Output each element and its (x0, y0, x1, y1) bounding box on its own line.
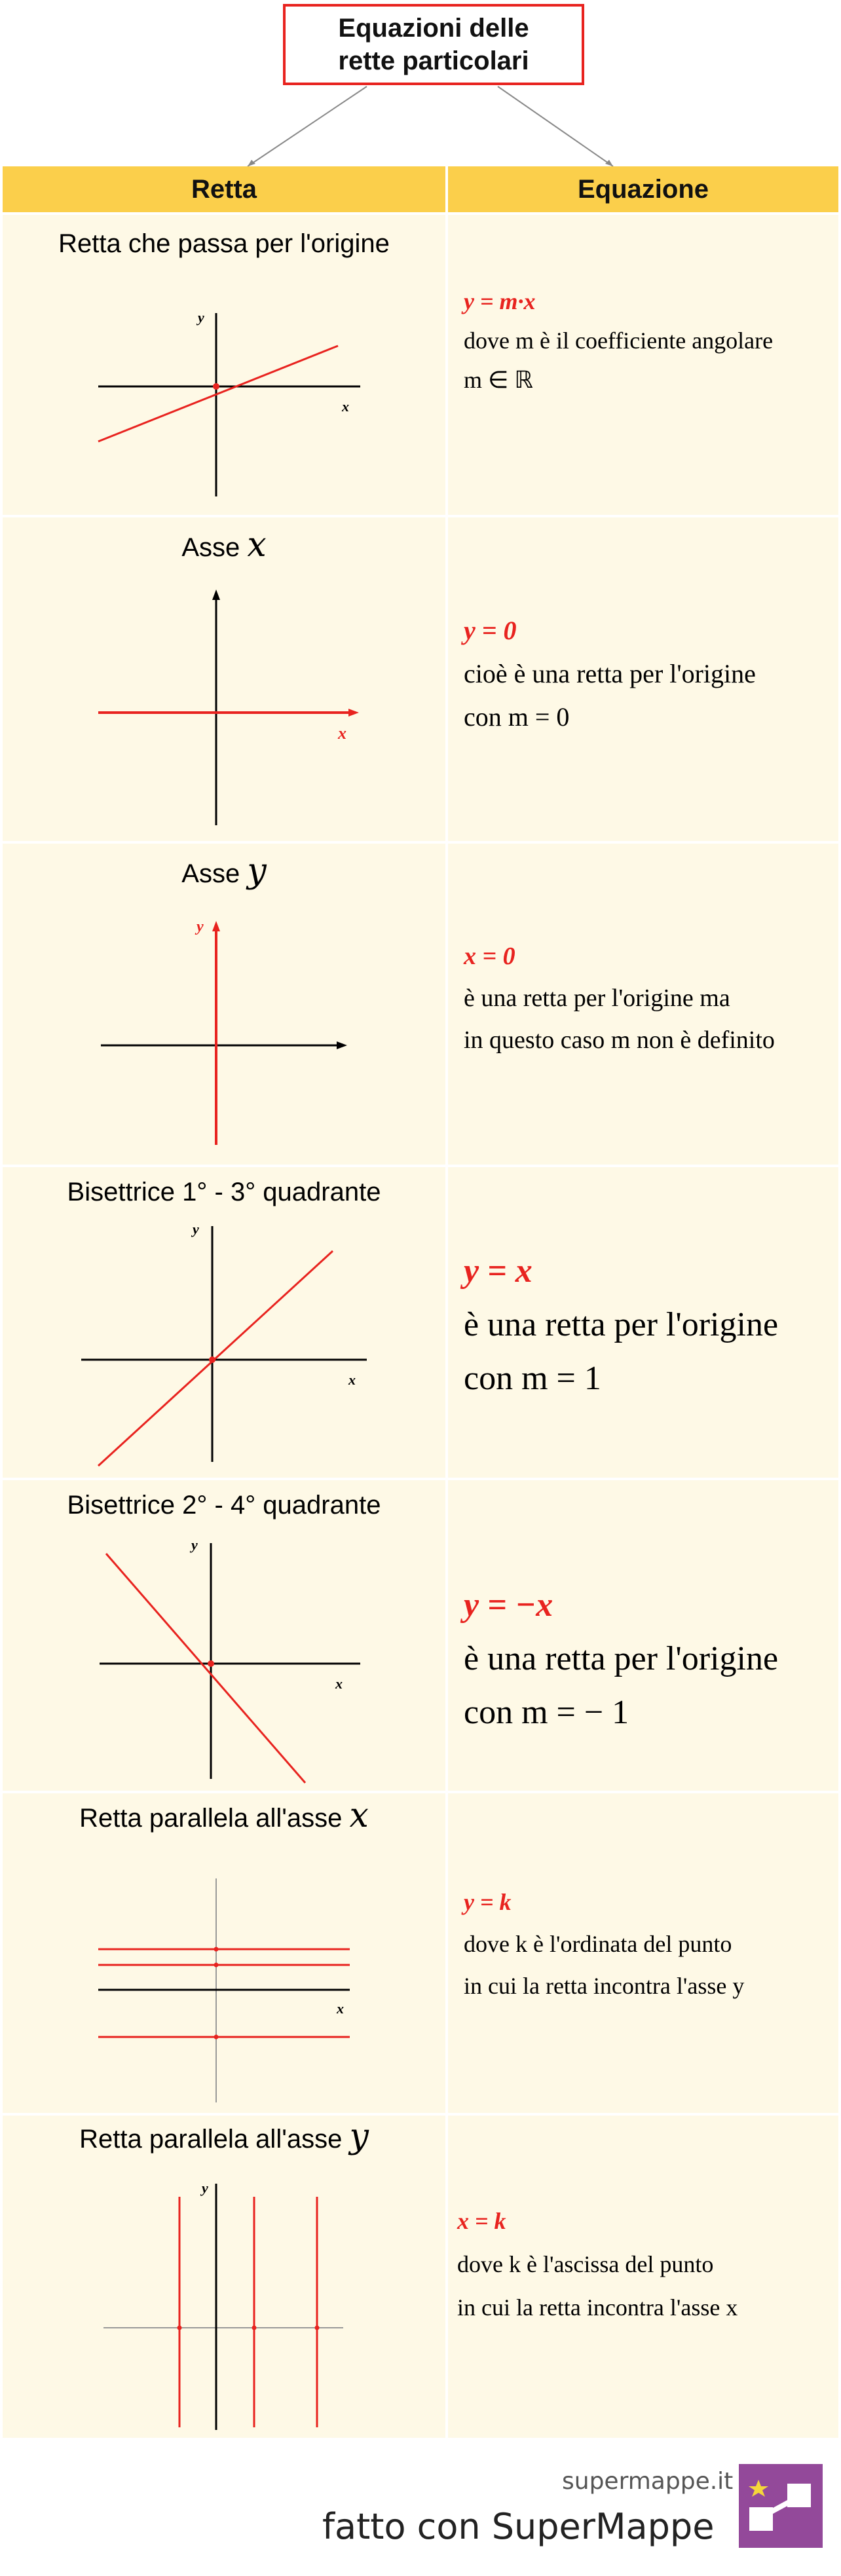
row-1-retta-cell (3, 215, 445, 515)
row-7-equazione-cell (448, 2116, 838, 2438)
row-3-title: Asse y (181, 851, 267, 891)
x-label: x (338, 724, 346, 743)
line-2: con m = − 1 (464, 1694, 629, 1731)
row-2-retta-cell (3, 517, 445, 841)
line-2: in cui la retta incontra l'asse y (464, 1973, 745, 1999)
row-7-title: Retta parallela all'asse y (79, 2117, 369, 2156)
row-5-equazione-cell (448, 1480, 838, 1791)
row-6-title: Retta parallela all'asse x (79, 1796, 369, 1835)
line-1: dove k è l'ascissa del punto (457, 2251, 714, 2277)
line-1: cioè è una retta per l'origine (464, 659, 756, 688)
row-5-graph (3, 1480, 445, 1791)
row-3-graph (3, 844, 445, 1165)
line-2: in questo caso m non è definito (464, 1026, 775, 1054)
row-6-equazione-cell (448, 1793, 838, 2113)
row-2-title: Asse x (181, 525, 267, 565)
row-6-graph (3, 1793, 445, 2113)
logo-icon (739, 2464, 823, 2548)
row-7-graph (3, 2116, 445, 2438)
line-1: dove m è il coefficiente angolare (464, 327, 774, 354)
supermappe-logo (739, 2464, 823, 2548)
x-label: x (335, 1675, 343, 1692)
header-equazione: Equazione (448, 166, 838, 212)
line-2: m ∈ ℝ (464, 367, 533, 393)
row-4-retta-cell (3, 1167, 445, 1478)
formula: y = m·x (464, 288, 536, 314)
formula: y = 0 (464, 616, 517, 645)
line-mx (98, 346, 338, 441)
footer-site: supermappe.it (562, 2468, 734, 2495)
row-5-title: Bisettrice 2° - 4° quadrante (67, 1491, 381, 1520)
row-2-graph (3, 517, 445, 841)
origin-point (209, 1356, 215, 1363)
formula: y = k (464, 1889, 512, 1915)
line-2: con m = 1 (464, 1360, 601, 1397)
line-1: è una retta per l'origine ma (464, 984, 730, 1012)
x-label: x (348, 1372, 356, 1388)
row-7-retta-cell (3, 2116, 445, 2438)
point-k3 (214, 2035, 219, 2040)
line-2: in cui la retta incontra l'asse x (457, 2294, 738, 2321)
point-k3 (315, 2326, 320, 2330)
formula: y = x (464, 1252, 533, 1290)
row-4-graph (3, 1167, 445, 1478)
line-1: dove k è l'ordinata del punto (464, 1931, 732, 1957)
row-1-equazione-cell (448, 215, 838, 515)
row-4-equazione-cell (448, 1167, 838, 1478)
title-line1: Equazioni delle (338, 14, 529, 43)
row-3-retta-cell (3, 844, 445, 1165)
y-label: y (193, 1221, 199, 1237)
x-label: x (342, 398, 349, 415)
line-1: è una retta per l'origine (464, 1640, 779, 1677)
row-2-equazione-cell (448, 517, 838, 841)
point-k2 (214, 1963, 219, 1968)
line-y-equals-x (98, 1251, 333, 1466)
row-2-equation (464, 609, 832, 739)
formula: x = 0 (464, 943, 515, 970)
row-1-equation (464, 282, 832, 400)
row-4-title: Bisettrice 1° - 3° quadrante (67, 1178, 381, 1206)
row-6-retta-cell (3, 1793, 445, 2113)
point-k2 (252, 2326, 257, 2330)
point-k1 (178, 2326, 182, 2330)
formula: x = k (457, 2208, 506, 2234)
formula: y = −x (464, 1586, 553, 1624)
origin-point (208, 1660, 214, 1667)
row-6-equation (464, 1881, 832, 2007)
y-label: y (202, 2180, 208, 2196)
title-box (283, 4, 584, 85)
line-2: con m = 0 (464, 702, 570, 732)
row-3-equazione-cell (448, 844, 838, 1165)
y-label: y (198, 309, 204, 326)
row-3-equation (464, 935, 832, 1061)
x-label: x (337, 2000, 344, 2017)
point-k1 (214, 1947, 219, 1952)
row-4-equation (464, 1244, 832, 1406)
row-7-equation (457, 2199, 832, 2329)
y-label: y (196, 918, 204, 935)
y-label: y (191, 1537, 198, 1553)
row-5-retta-cell (3, 1480, 445, 1791)
line-1: è una retta per l'origine (464, 1306, 779, 1343)
origin-point (213, 383, 219, 390)
footer-made-with: fatto con SuperMappe (322, 2506, 715, 2547)
row-1-graph (3, 215, 445, 515)
title-line2: rette particolari (338, 47, 529, 75)
row-1-title: Retta che passa per l'origine (58, 229, 390, 258)
line-y-equals-minus-x (106, 1554, 305, 1783)
header-retta: Retta (3, 166, 445, 212)
row-5-equation (464, 1578, 832, 1740)
